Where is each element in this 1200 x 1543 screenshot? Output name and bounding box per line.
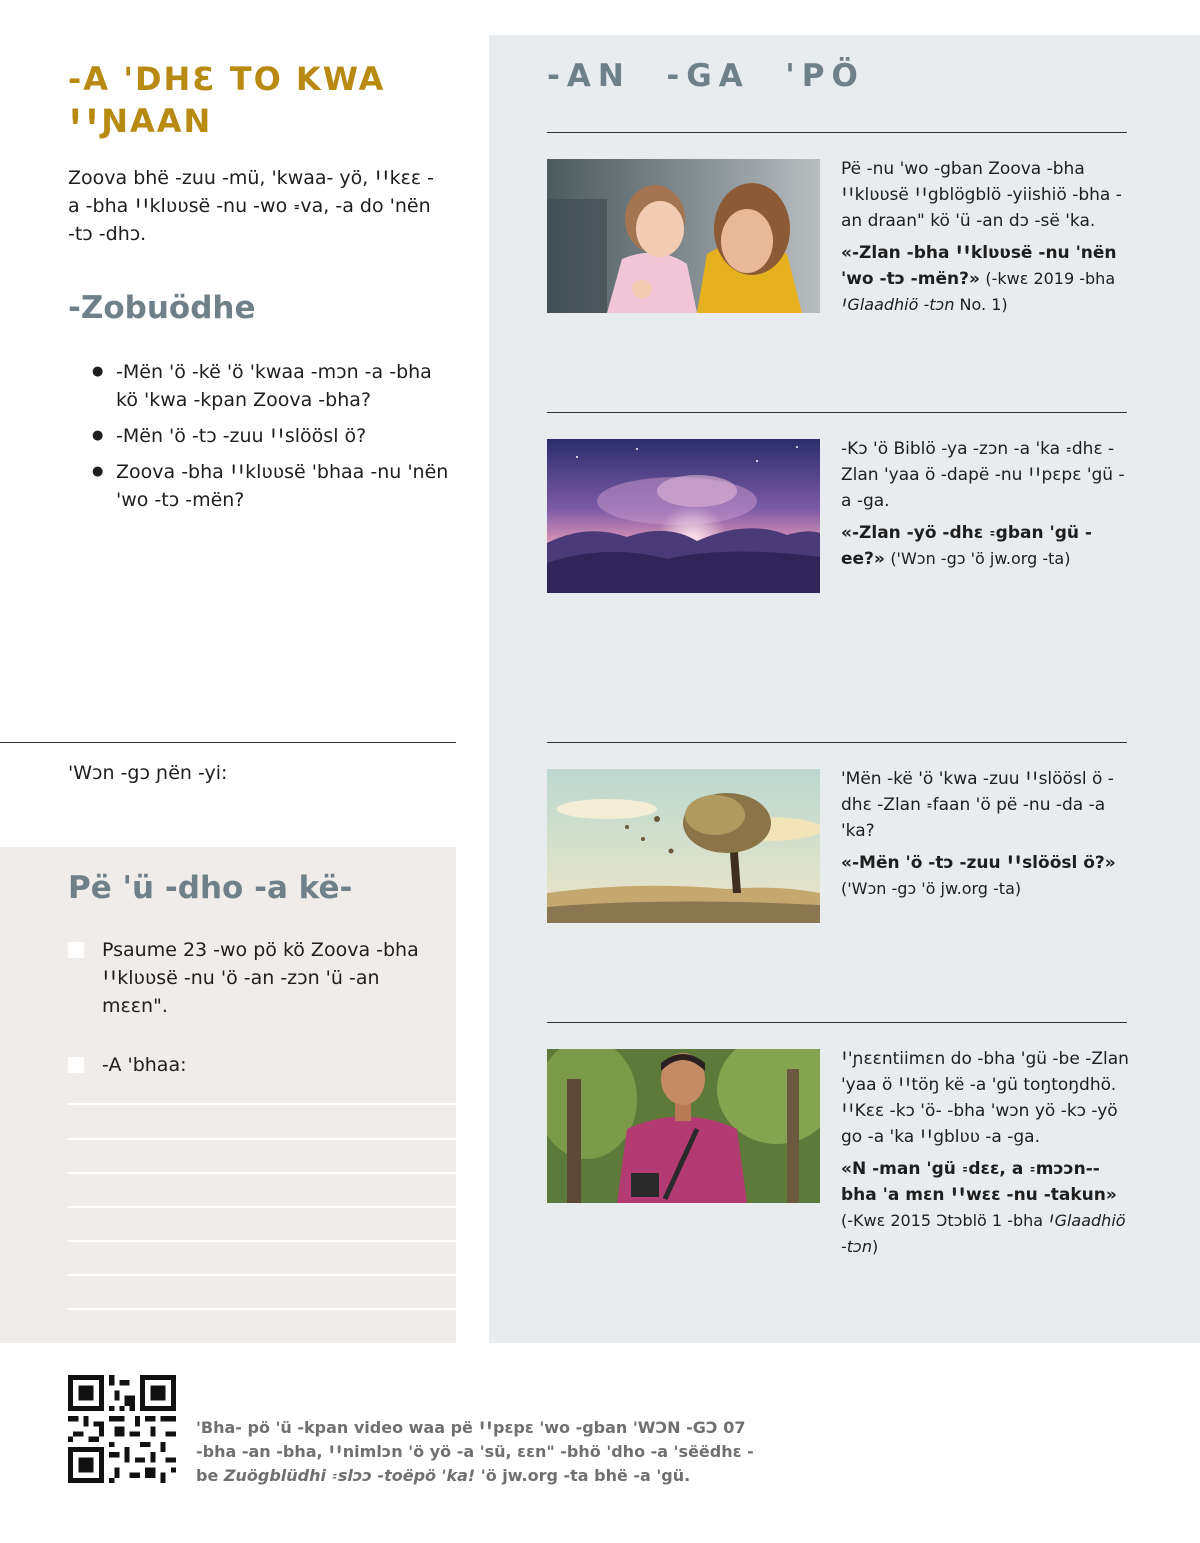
related-heading: -AN -GA ꞌPÖ: [547, 58, 865, 94]
writing-line[interactable]: [68, 1172, 456, 1174]
footer-video-title[interactable]: Zuögblüdhi ꞊slɔɔ -toëpö ꞌka!: [223, 1466, 476, 1485]
related-entry: [841, 766, 1131, 902]
checklist-item: [68, 1051, 428, 1079]
entry-source-text: No. 1): [954, 295, 1008, 314]
writing-line[interactable]: [68, 1308, 456, 1310]
mountain-sunrise-illustration[interactable]: [547, 439, 820, 593]
footer-text: ꞌBha- pö ꞌü -kpan video waa pë ꞋꞋpɛpɛ ꞌwo -gban ꞌWƆN -GƆ 07 -bha -an -bha, ꞋꞋnimlɔn ꞌö yö -a ꞌsü, ɛɛn" -bhö ꞌdho -a ꞌsëëdhɛ -be: [196, 1418, 754, 1485]
questions-list: [92, 358, 452, 522]
entry-source-text: ): [871, 1237, 879, 1256]
qr-code-icon[interactable]: [68, 1375, 176, 1483]
divider: [547, 412, 1127, 413]
related-entry: [841, 1046, 1131, 1260]
question-item: ● -Mën ꞌö -kë ꞌö ꞌkwaa -mɔn -a -bha kö ꞌkwa -kpan Zoova -bha?: [92, 358, 452, 414]
divider: [547, 132, 1127, 133]
footer-text: ꞌö jw.org -ta bhë -a ꞌgü.: [475, 1466, 691, 1485]
writing-line[interactable]: [68, 1103, 456, 1105]
entry-source: [841, 1211, 1126, 1256]
writing-line[interactable]: [68, 1240, 456, 1242]
checklist-box: [0, 847, 456, 1343]
checklist-item: [68, 936, 428, 1020]
entry-reference-title[interactable]: «N -man ꞌgü ꞊dɛɛ, a ꞊mɔɔn--bha ꞌa mɛn ꞋꞋwɛɛ -nu -takun»: [841, 1159, 1117, 1205]
checklist-heading: Pë ꞌü -dho -a kë-: [68, 870, 353, 906]
page-title: -A ꞌDHƐ TO KWA ꞋꞋƝAAN: [68, 60, 386, 140]
entry-reference-title[interactable]: «-Zlan -yö -dhɛ ꞊gban ꞌgü -ee?»: [841, 523, 1092, 569]
entry-description: -Kɔ ꞌö Biblö -ya -zɔn -a ꞌka ꞊dhɛ -Zlan ꞌyaa ö -dapë -nu ꞋꞋpɛpɛ ꞌgü -a -ga.: [841, 439, 1125, 511]
entry-source-publication: ꞋGlaadhiö -tɔn: [841, 295, 955, 314]
entry-description: Pë -nu ꞌwo -gban Zoova -bha ꞋꞋklʋʋsë ꞋꞋgblögblö -yiishiö -bha -an draan" kö ꞌü -an dɔ -së ꞌka.: [841, 159, 1122, 231]
question-item: ● Zoova -bha ꞋꞋklʋʋsë ꞌbhaa -nu ꞌnën ꞌwo -tɔ -mën?: [92, 458, 452, 514]
mother-and-child-photo[interactable]: [547, 159, 820, 313]
entry-reference-title[interactable]: «-Mën ꞌö -tɔ -zuu ꞋꞋslöösl ö?»: [841, 853, 1116, 873]
entry-source-text: (-kwɛ 2019 -bha: [985, 269, 1116, 288]
intro-paragraph: Zoova bhë -zuu -mü, ꞌkwaa- yö, ꞋꞋkɛɛ -a -bha ꞋꞋklʋʋsë -nu -wo ꞊va, -a do ꞌnën -tɔ -dhɔ.: [68, 167, 435, 245]
footer-note: [196, 1416, 756, 1488]
entry-source: (ꞌWɔn -gɔ ꞌö jw.org -ta): [841, 879, 1022, 898]
checklist-item-label: Psaume 23 -wo pö kö Zoova -bha ꞋꞋklʋʋsë -nu ꞌö -an -zɔn ꞌü -an mɛɛn".: [102, 939, 419, 1017]
checklist-item-label: -A ꞌbhaa:: [102, 1054, 187, 1076]
entry-source-text: (-Kwɛ 2015 Ɔtɔblö 1 -bha: [841, 1211, 1049, 1230]
writing-line[interactable]: [68, 1138, 456, 1140]
writing-line[interactable]: [68, 1274, 456, 1276]
divider: [0, 742, 456, 743]
writing-line[interactable]: [68, 1206, 456, 1208]
checkbox[interactable]: [68, 1057, 84, 1073]
related-entry: [841, 156, 1131, 318]
divider: [547, 1022, 1127, 1023]
divider: [547, 742, 1127, 743]
questions-heading: -Zobuödhe: [68, 290, 256, 326]
question-item: ● -Mën ꞌö -tɔ -zuu ꞋꞋslöösl ö?: [92, 422, 452, 450]
entry-source: (ꞌWɔn -gɔ ꞌö jw.org -ta): [890, 549, 1071, 568]
entry-reference-title[interactable]: «-Zlan -bha ꞋꞋklʋʋsë -nu ꞌnën ꞌwo -tɔ -mën?»: [841, 243, 1117, 289]
entry-description: Ꞌꞌɲɛɛntiimɛn do -bha ꞌgü -be -Zlan ꞌyaa ö ꞋꞋtöŋ kë -a ꞌgü toŋtoŋdhö. ꞋꞋKɛɛ -kɔ ꞌö- -bha ꞌwɔn yö -kɔ -yö go -a ꞌka ꞋꞋgblʋʋ -a -ga.: [841, 1049, 1129, 1147]
next-visit-label: ꞌWɔn -gɔ ɲën -yi:: [68, 762, 228, 784]
checkbox[interactable]: [68, 942, 84, 958]
entry-source-publication: ꞋGlaadhiö -tɔn: [841, 1211, 1126, 1256]
related-entry: [841, 436, 1131, 572]
windblown-tree-illustration[interactable]: [547, 769, 820, 923]
entry-description: ꞌMën -kë ꞌö ꞌkwa -zuu ꞋꞋslöösl ö -dhɛ -Zlan ꞊faan ꞌö pë -nu -da -a ꞌka?: [841, 769, 1114, 841]
young-man-portrait-photo[interactable]: [547, 1049, 820, 1203]
